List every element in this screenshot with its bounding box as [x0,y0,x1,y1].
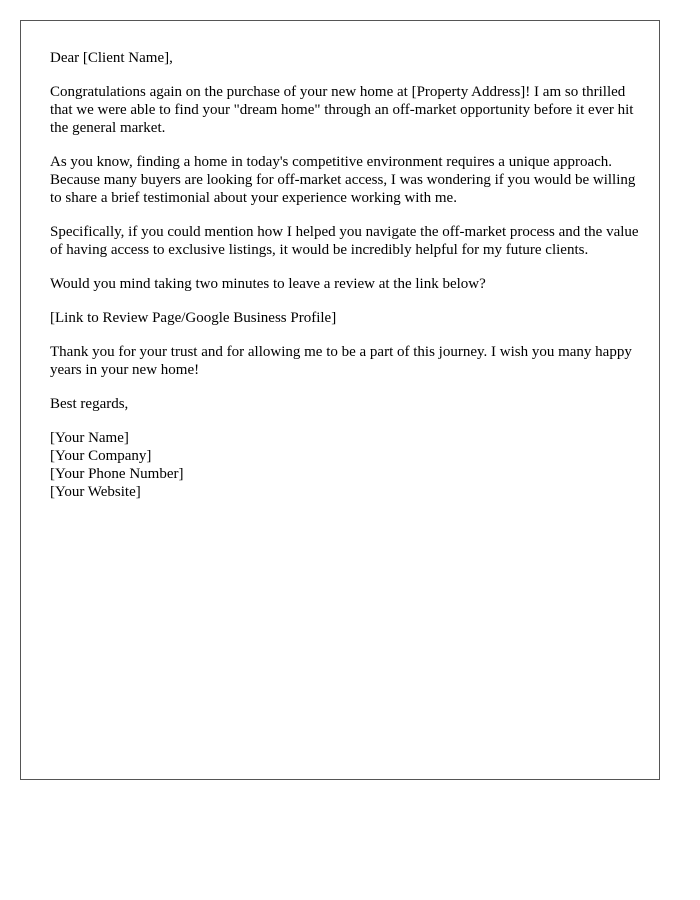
salutation: Dear [Client Name], [50,50,173,66]
paragraph-review-request: Would you mind taking two minutes to leave a review at the link below? [50,276,486,292]
signature-company: [Your Company] [50,448,152,464]
paragraph-specifics: Specifically, if you could mention how I helped you navigate the off-market process and the value of having access to exclusive listings, it would be incredibly helpful for my future clients. [50,224,639,258]
signature-phone: [Your Phone Number] [50,466,184,482]
closing: Best regards, [50,396,129,412]
signature-website: [Your Website] [50,484,141,500]
letter-body [50,49,640,501]
letter-page [20,20,660,780]
paragraph-congratulations: Congratulations again on the purchase of your new home at [Property Address]! I am so thrilled that we were able to find your "dream home" through an off-market opportunity before it ever hit the general market. [50,84,634,136]
review-link-placeholder: [Link to Review Page/Google Business Profile] [50,310,337,326]
signature-name: [Your Name] [50,430,129,446]
paragraph-thank-you: Thank you for your trust and for allowing me to be a part of this journey. I wish you many happy years in your new home! [50,344,632,378]
signature-block [50,429,640,501]
paragraph-testimonial-request: As you know, finding a home in today's competitive environment requires a unique approach. Because many buyers are looking for off-market access, I was wondering if you would be willing to share a brief testimonial about your experience working with me. [50,154,636,206]
